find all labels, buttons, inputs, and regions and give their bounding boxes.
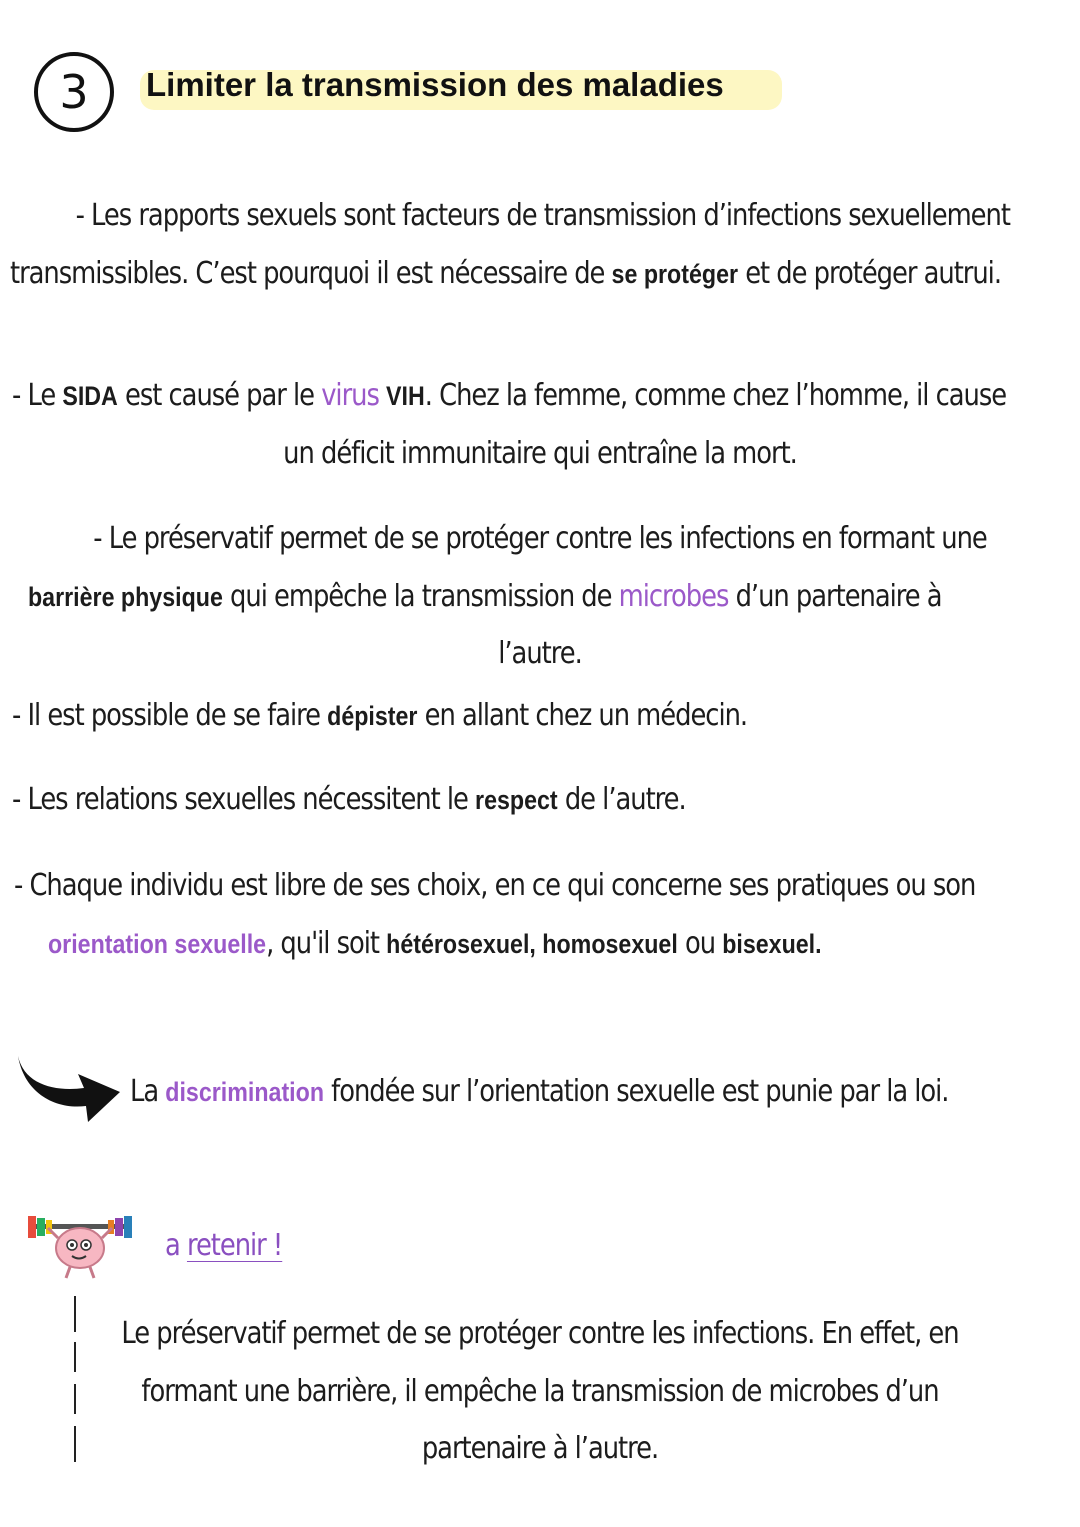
p5-text-c: de l’autre. [557, 782, 686, 817]
paragraph-6-line-1: - Chaque individu est libre de ses choix, en ce qui concerne ses pratiques ou son [14, 868, 976, 903]
paragraph-1-line-2 [10, 256, 1001, 291]
p6-purple-orientation: orientation sexuelle [48, 929, 267, 959]
paragraph-1-line-1: - Les rapports sexuels sont facteurs de transmission d’infections sexuellement [75, 198, 1010, 233]
note-purple-discrimination: discrimination [165, 1077, 324, 1107]
p5-text-a: - Les relations sexuelles nécessitent le [12, 782, 476, 817]
p6-text-b: , qu'il soit [266, 926, 387, 961]
p3-purple-microbes: microbes [618, 579, 729, 614]
paragraph-3-line-1: - Le préservatif permet de se protéger contre les infections en formant une [93, 521, 987, 556]
p6-period: . [815, 929, 822, 959]
note-text-c: fondée sur l’orientation sexuelle est punie par la loi. [323, 1074, 949, 1109]
p1-text-c: et de protéger autrui. [738, 256, 1002, 291]
p2-space [379, 378, 386, 413]
note-text-a: La [130, 1074, 166, 1109]
retenir-prefix: a [165, 1228, 187, 1263]
paragraph-4 [12, 698, 747, 733]
paragraph-6-line-2 [48, 926, 822, 961]
curved-arrow-icon [14, 1044, 124, 1124]
p6-bold-bi: bisexuel [722, 929, 816, 959]
retenir-label: retenir ! [186, 1228, 283, 1263]
paragraph-5 [12, 782, 686, 817]
p2-text-c: est causé par le [117, 378, 322, 413]
p2-bold-vih: VIH [386, 381, 425, 411]
paragraph-2-line-2: un déficit immunitaire qui entraîne la mort. [283, 436, 797, 471]
p1-text-a: transmissibles. C’est pourquoi il est nécessaire de [10, 256, 612, 291]
paragraph-3-line-3: l’autre. [498, 636, 582, 671]
section-number: 3 [59, 65, 89, 119]
section-title: Limiter la transmission des maladies [146, 66, 724, 103]
retenir-line-1: Le préservatif permet de se protéger contre les infections. En effet, en [121, 1316, 959, 1351]
p2-purple-virus: virus [321, 378, 379, 413]
p3-bold-barriere: barrière physique [28, 582, 223, 612]
p5-bold-respect: respect [475, 785, 558, 815]
p6-comma: , [529, 929, 543, 959]
section-number-circle [34, 52, 114, 132]
retenir-heading [165, 1228, 282, 1263]
p6-bold-homo: homosexuel [542, 929, 678, 959]
p4-text-a: - Il est possible de se faire [12, 698, 328, 733]
paragraph-3-line-2 [28, 579, 942, 614]
p6-bold-hetero: hétérosexuel [386, 929, 530, 959]
p6-text-ou: ou [677, 926, 723, 961]
discrimination-note [130, 1074, 948, 1109]
p4-bold-depister: dépister [327, 701, 418, 731]
p4-text-c: en allant chez un médecin. [417, 698, 748, 733]
retenir-line-3: partenaire à l’autre. [421, 1431, 659, 1466]
p3-text-d: d’un partenaire à [728, 579, 942, 614]
section-title-wrap [140, 66, 724, 104]
brain-weightlifter-icon [24, 1212, 136, 1280]
p2-bold-sida: SIDA [62, 381, 118, 411]
p2-text-g: . Chez la femme, comme chez l’homme, il cause [424, 378, 1007, 413]
p1-bold-se-proteger: se protéger [611, 259, 739, 289]
p2-text-a: - Le [12, 378, 63, 413]
paragraph-2-line-1 [12, 378, 1006, 413]
p3-text-b: qui empêche la transmission de [222, 579, 619, 614]
retenir-line-2: formant une barrière, il empêche la transmission de microbes d’un [141, 1374, 939, 1409]
